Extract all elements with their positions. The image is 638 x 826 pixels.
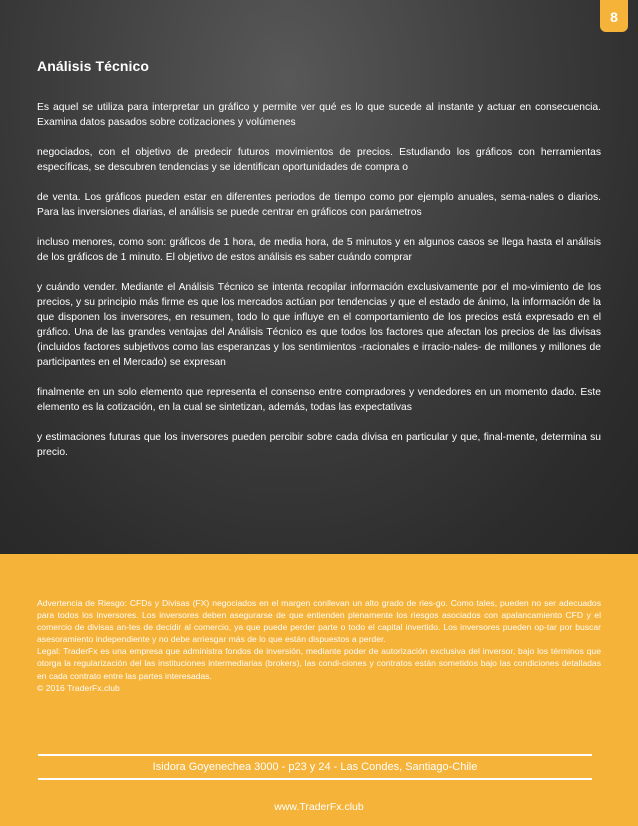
body-text <box>37 100 601 460</box>
copyright-text: © 2016 TraderFx.club <box>37 682 120 693</box>
legal-text: Legal: TraderFx es una empresa que administra fondos de inversión, mediante poder de autorización exclusiva del inversor, bajo los términos que otorga la regularización del las instituciones intermediarias (brokers), las condi-ciones y contratos están sometidos bajo las condiciones detalladas en cada contrato entre las partes interesadas. <box>37 646 601 681</box>
paragraph: finalmente en un solo elemento que representa el consenso entre compradores y vendedores en un momento dado. Este elemento es la cotización, en la cual se sintetizan, además, todas las expectativas <box>37 387 601 413</box>
paragraph: incluso menores, como son: gráficos de 1 hora, de media hora, de 5 minutos y en algunos casos se llega hasta el análisis de los gráficos de 1 minuto. El objetivo de estos análisis es saber cuándo comprar <box>37 237 601 263</box>
divider-bottom <box>38 778 592 780</box>
page-number-badge: 8 <box>600 0 628 32</box>
risk-warning-text: Advertencia de Riesgo: CFDs y Divisas (FX) negociados en el margen conllevan un alto grado de ries-go. Como tales, pueden no ser adecuados para todos los inversores. Los inversores deben asegurarse de que entienden plenamente los riesgos asociados con apalancamiento CFD y el comercio de divisas an-tes de decidir al comercio, ya que puede perder parte o todo el capital invertido. Los inversores pueden op-tar por buscar asesoramiento independiente y no debe arriesgar más de lo que están dispuestos a perder. <box>37 598 601 645</box>
paragraph: Es aquel se utiliza para interpretar un gráfico y permite ver qué es lo que sucede al instante y actuar en consecuencia. Examina datos pasados sobre cotizaciones y volúmenes <box>37 102 601 128</box>
paragraph: de venta. Los gráficos pueden estar en diferentes periodos de tiempo como por ejemplo anuales, sema-nales o diarios. Para las inversiones diarias, el análisis se puede centrar en gráficos con parámetros <box>37 192 601 218</box>
paragraph: negociados, con el objetivo de predecir futuros movimientos de precios. Estudiando los gráficos con herramientas específicas, se descubren tendencias y se identifican oportunidades de compra o <box>37 147 601 173</box>
risk-disclaimer <box>37 597 601 694</box>
paragraph: y estimaciones futuras que los inversores pueden percibir sobre cada divisa en particular y que, final-mente, determina su precio. <box>37 432 601 458</box>
address: Isidora Goyenechea 3000 - p23 y 24 - Las Condes, Santiago-Chile <box>152 761 478 773</box>
section-title: Análisis Técnico <box>37 58 150 74</box>
paragraph: y cuándo vender. Mediante el Análisis Técnico se intenta recopilar información exclusivamente por el mo-vimiento de los precios, y su principio más firme es que los mercados actúan por tendencias y que el estado de ánimo, la información de la que disponen los inversores, en resumen, todo lo que influye en el comportamiento de los precios está expresado en el gráfico. Una de las grandes ventajas del Análisis Técnico es que todos los factores que afectan los precios de las divisas (incluidos factores subjetivos como las esperanzas y los sentimientos -racionales e irracio-nales- de millones y millones de participantes en el Mercado) se expresan <box>37 282 601 368</box>
website-link[interactable]: www.TraderFx.club <box>274 801 364 813</box>
divider-top <box>38 754 592 756</box>
